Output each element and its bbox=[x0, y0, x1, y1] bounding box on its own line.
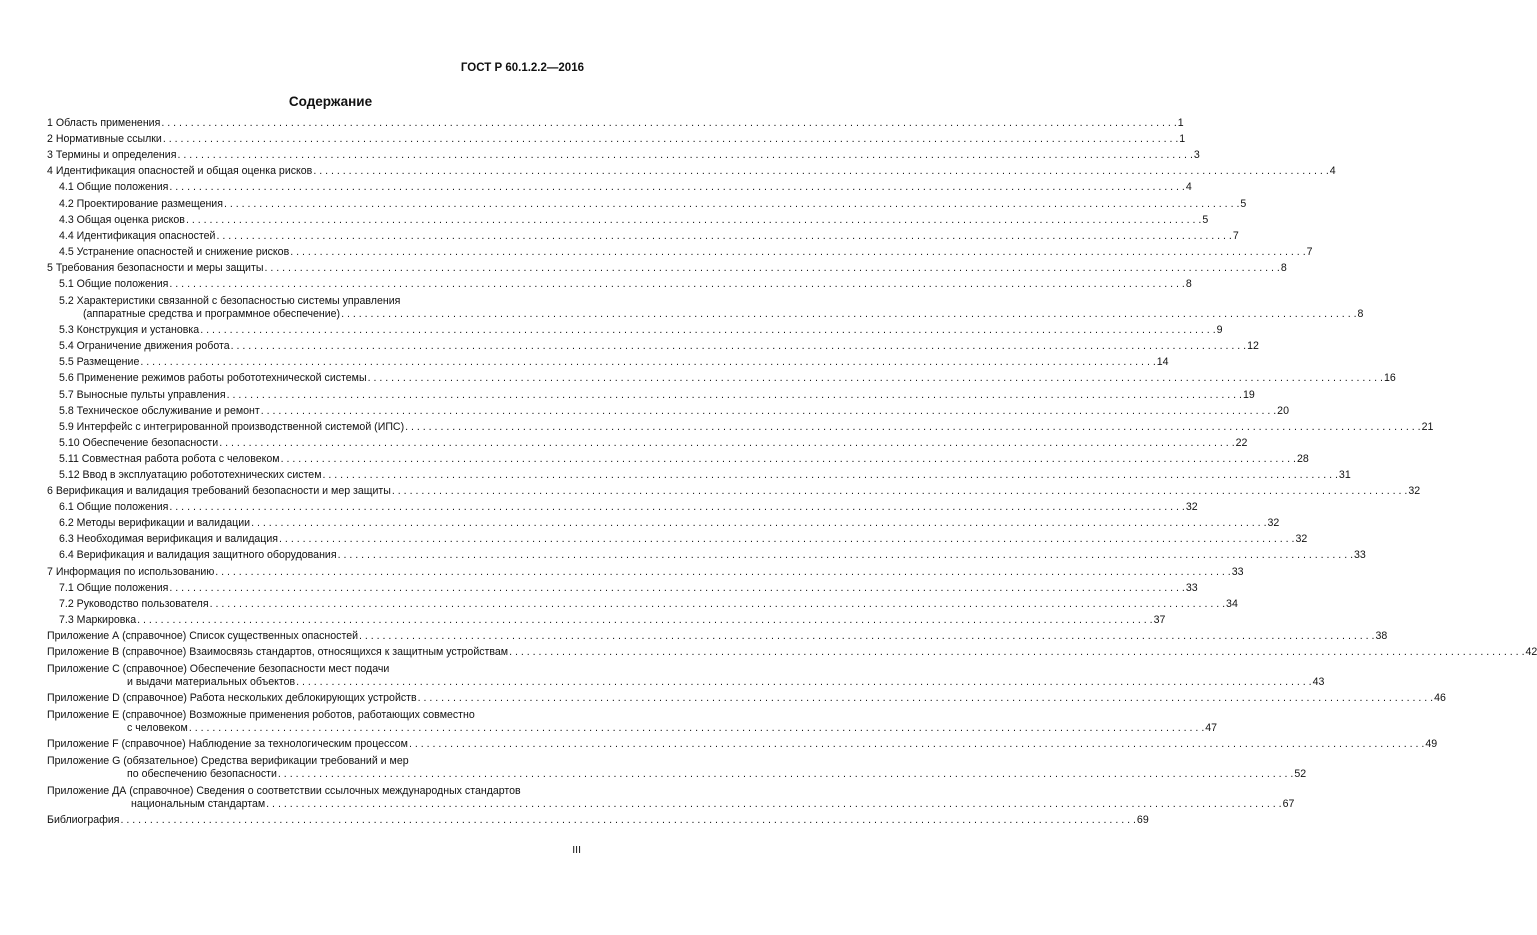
toc-leader-dots bbox=[160, 117, 1177, 130]
toc-page-number: 4 bbox=[1329, 165, 1336, 178]
toc-leader-dots bbox=[136, 614, 1153, 627]
toc-entry[interactable] bbox=[47, 705, 1218, 735]
toc-entry-title: 5 Требования безопасности и меры защиты bbox=[47, 261, 264, 274]
toc-page-number: 49 bbox=[1425, 738, 1438, 751]
toc-leader-dots bbox=[337, 549, 1354, 562]
toc-entry[interactable] bbox=[47, 114, 1184, 130]
toc-entry[interactable] bbox=[47, 418, 1434, 434]
toc-page-number: 12 bbox=[1247, 340, 1259, 353]
document-code: ГОСТ Р 60.1.2.2—2016 bbox=[460, 62, 584, 74]
toc-entry[interactable] bbox=[47, 450, 1309, 466]
toc-entry[interactable] bbox=[47, 482, 1421, 498]
toc-page-number: 32 bbox=[1408, 485, 1421, 498]
toc-entry-title: 6.2 Методы верификации и валидации bbox=[59, 517, 251, 530]
toc-entry[interactable] bbox=[47, 353, 1169, 369]
toc-page-number: 37 bbox=[1153, 613, 1166, 626]
toc-leader-dots bbox=[168, 501, 1185, 514]
toc-entry-title: 7 Информация по использованию bbox=[47, 565, 215, 578]
toc-entry[interactable] bbox=[47, 579, 1198, 595]
toc-leader-dots bbox=[391, 485, 1408, 498]
toc-entry-title: 5.6 Применение режимов работы робототехнической системы bbox=[59, 372, 367, 385]
toc-entry-title: 4.3 Общая оценка рисков bbox=[59, 213, 185, 226]
toc-entry-title: 4.4 Идентификация опасностей bbox=[59, 229, 216, 242]
toc-leader-dots bbox=[226, 389, 1243, 402]
toc-page-number: 3 bbox=[1193, 149, 1200, 162]
toc-entry[interactable] bbox=[47, 162, 1336, 178]
toc-entry-title: 5.7 Выносные пульты управления bbox=[59, 388, 226, 401]
toc-page-number: 5 bbox=[1202, 213, 1209, 226]
toc-leader-dots bbox=[277, 768, 1294, 781]
toc-leader-dots bbox=[185, 214, 1202, 227]
toc-page-number: 20 bbox=[1277, 404, 1289, 417]
toc-entry[interactable] bbox=[47, 781, 1295, 811]
toc-page-number: 14 bbox=[1156, 356, 1169, 369]
toc-leader-dots bbox=[408, 738, 1425, 751]
toc-page-number: 8 bbox=[1357, 308, 1364, 321]
toc-entry-title: 5.2 Характеристики связанной с безопасностью системы управления bbox=[59, 295, 401, 308]
toc-page-number: 32 bbox=[1267, 517, 1280, 530]
toc-entry-title: Приложение F (справочное) Наблюдение за технологическим процессом bbox=[47, 738, 408, 751]
toc-page-number: 32 bbox=[1185, 501, 1198, 514]
toc-leader-dots bbox=[404, 421, 1421, 434]
toc-entry-title: 7.1 Общие положения bbox=[59, 581, 169, 594]
toc-page-number: 33 bbox=[1354, 549, 1366, 562]
toc-entry[interactable] bbox=[47, 321, 1223, 337]
toc-page-number: 19 bbox=[1243, 388, 1255, 401]
toc-leader-dots bbox=[223, 198, 1240, 211]
toc-entry-title: 4.2 Проектирование размещения bbox=[59, 197, 223, 210]
toc-entry-title: 5.5 Размещение bbox=[59, 356, 140, 369]
toc-page-number: 7 bbox=[1232, 229, 1239, 242]
toc-entry[interactable] bbox=[47, 259, 1287, 275]
toc-page-number: 21 bbox=[1421, 420, 1434, 433]
toc-entry[interactable] bbox=[47, 514, 1280, 530]
toc-leader-dots bbox=[278, 533, 1295, 546]
toc-page-number: 22 bbox=[1235, 436, 1248, 449]
toc-entry[interactable] bbox=[47, 243, 1313, 259]
toc-entry-title: 6.4 Верификация и валидация защитного оборудования bbox=[59, 549, 337, 562]
toc-entry-title: Приложение В (справочное) Взаимосвязь стандартов, относящихся к защитным устройствам bbox=[47, 646, 509, 658]
toc-page-number: 31 bbox=[1338, 468, 1351, 481]
toc-entry-title: 5.8 Техническое обслуживание и ремонт bbox=[59, 404, 260, 417]
toc-page-number: 67 bbox=[1282, 798, 1295, 811]
toc-leader-dots bbox=[209, 598, 1226, 611]
toc-entry[interactable] bbox=[47, 643, 1537, 659]
toc-leader-dots bbox=[260, 405, 1277, 418]
toc-entry-title-continued: с человеком bbox=[127, 722, 188, 735]
toc-page-number: 47 bbox=[1205, 722, 1218, 735]
toc-entry-title: 7.2 Руководство пользователя bbox=[59, 597, 209, 610]
toc-leader-dots bbox=[263, 262, 1280, 275]
toc-entry[interactable] bbox=[47, 194, 1247, 210]
toc-leader-dots bbox=[295, 676, 1312, 689]
table-of-contents bbox=[47, 114, 1537, 827]
toc-entry-title-continued: и выдачи материальных объектов bbox=[127, 676, 296, 688]
toc-entry[interactable] bbox=[47, 402, 1289, 418]
toc-entry[interactable] bbox=[47, 275, 1192, 291]
toc-page-number: 33 bbox=[1185, 581, 1198, 594]
toc-entry[interactable] bbox=[47, 227, 1239, 243]
toc-entry-title: Приложение ДА (справочное) Сведения о соответствии ссылочных международных стандартов bbox=[47, 785, 521, 798]
toc-entry[interactable] bbox=[47, 689, 1446, 705]
toc-entry-title: 5.1 Общие положения bbox=[59, 278, 169, 291]
toc-page-number: 5 bbox=[1240, 197, 1247, 210]
toc-entry-title: Приложение С (справочное) Обеспечение безопасности мест подачи bbox=[47, 663, 390, 675]
toc-entry[interactable] bbox=[47, 369, 1396, 385]
toc-entry[interactable] bbox=[47, 434, 1248, 450]
toc-leader-dots bbox=[508, 646, 1525, 659]
toc-entry-title: 3 Термины и определения bbox=[47, 149, 177, 162]
toc-leader-dots bbox=[168, 582, 1185, 595]
toc-entry-title: 4.5 Устранение опасностей и снижение рисков bbox=[59, 245, 290, 258]
toc-entry-title: 5.11 Совместная работа робота с человеком bbox=[59, 452, 280, 465]
toc-leader-dots bbox=[176, 149, 1193, 162]
toc-leader-dots bbox=[250, 517, 1267, 530]
toc-page-number: 28 bbox=[1297, 452, 1309, 465]
page-title: Содержание bbox=[288, 94, 373, 109]
toc-leader-dots bbox=[168, 181, 1185, 194]
toc-entry[interactable] bbox=[47, 562, 1244, 578]
toc-leader-dots bbox=[340, 308, 1357, 321]
toc-entry[interactable] bbox=[47, 751, 1307, 781]
toc-entry-title: 6.1 Общие положения bbox=[59, 501, 169, 514]
toc-leader-dots bbox=[199, 324, 1216, 337]
toc-entry[interactable] bbox=[47, 291, 1364, 321]
toc-entry-title: Библиография bbox=[47, 814, 120, 827]
toc-leader-dots bbox=[162, 133, 1179, 146]
toc-page-number: 34 bbox=[1226, 597, 1238, 610]
toc-leader-dots bbox=[168, 278, 1185, 291]
toc-entry[interactable] bbox=[47, 530, 1308, 546]
toc-entry-title: Приложение G (обязательное) Средства верификации требований и мер bbox=[47, 755, 409, 768]
toc-leader-dots bbox=[321, 469, 1338, 482]
toc-leader-dots bbox=[218, 437, 1235, 450]
toc-entry-title: 2 Нормативные ссылки bbox=[47, 133, 162, 146]
toc-page-number: 1 bbox=[1179, 133, 1186, 146]
toc-entry[interactable] bbox=[47, 178, 1192, 194]
toc-entry[interactable] bbox=[47, 546, 1366, 562]
toc-page-number: 32 bbox=[1295, 533, 1308, 546]
toc-entry-title: 5.12 Ввод в эксплуатацию робототехнических систем bbox=[59, 468, 322, 481]
toc-entry[interactable] bbox=[47, 130, 1186, 146]
toc-entry-title-continued: (аппаратные средства и программное обеспечение) bbox=[83, 308, 341, 321]
toc-leader-dots bbox=[312, 165, 1329, 178]
toc-entry-title: 7.3 Маркировка bbox=[59, 613, 137, 626]
toc-entry[interactable] bbox=[47, 595, 1238, 611]
toc-entry[interactable] bbox=[47, 337, 1259, 353]
toc-leader-dots bbox=[214, 566, 1231, 579]
toc-entry[interactable] bbox=[47, 146, 1200, 162]
toc-page-number: 52 bbox=[1294, 768, 1307, 781]
toc-entry[interactable] bbox=[47, 498, 1198, 514]
toc-entry[interactable] bbox=[47, 627, 1388, 643]
toc-entry-title: Приложение Е (справочное) Возможные применения роботов, работающих совместно bbox=[47, 709, 475, 722]
toc-page-number: 8 bbox=[1185, 278, 1192, 291]
toc-entry-title: 5.9 Интерфейс с интегрированной производственной системой (ИПС) bbox=[59, 420, 405, 433]
toc-entry-title: 5.10 Обеспечение безопасности bbox=[59, 436, 219, 449]
toc-leader-dots bbox=[188, 722, 1205, 735]
toc-entry-title: 6 Верификация и валидация требований безопасности и мер защиты bbox=[47, 485, 391, 498]
toc-page-number: 7 bbox=[1306, 245, 1313, 258]
toc-leader-dots bbox=[139, 356, 1156, 369]
toc-entry[interactable] bbox=[47, 811, 1149, 827]
toc-entry[interactable] bbox=[47, 211, 1209, 227]
toc-leader-dots bbox=[358, 630, 1375, 643]
toc-page-number: 1 bbox=[1177, 117, 1184, 130]
toc-page-number: 4 bbox=[1185, 181, 1192, 194]
toc-entry[interactable] bbox=[47, 659, 1325, 689]
toc-page-number: 42 bbox=[1525, 646, 1537, 658]
toc-entry-title-continued: национальным стандартам bbox=[131, 798, 266, 811]
toc-leader-dots bbox=[230, 340, 1247, 353]
toc-leader-dots bbox=[417, 692, 1434, 705]
toc-page-number: 69 bbox=[1136, 814, 1149, 827]
toc-leader-dots bbox=[289, 246, 1306, 259]
toc-leader-dots bbox=[367, 372, 1384, 385]
toc-entry-title: 1 Область применения bbox=[47, 117, 161, 130]
toc-entry-title-continued: по обеспечению безопасности bbox=[127, 768, 277, 781]
toc-leader-dots bbox=[215, 230, 1232, 243]
toc-entry[interactable] bbox=[47, 735, 1438, 751]
toc-page-number: 38 bbox=[1375, 629, 1388, 642]
toc-entry-title: 6.3 Необходимая верификация и валидация bbox=[59, 533, 279, 546]
toc-entry-title: 5.3 Конструкция и установка bbox=[59, 324, 200, 337]
toc-entry-title: 5.4 Ограничение движения робота bbox=[59, 340, 230, 353]
toc-entry-title: 4 Идентификация опасностей и общая оценка рисков bbox=[47, 165, 313, 178]
toc-page-number: 33 bbox=[1231, 565, 1244, 578]
toc-page-number: 46 bbox=[1434, 692, 1446, 705]
toc-page-number: 16 bbox=[1384, 372, 1396, 385]
toc-entry[interactable] bbox=[47, 385, 1255, 401]
toc-entry-title: Приложение А (справочное) Список существенных опасностей bbox=[47, 629, 358, 642]
toc-leader-dots bbox=[280, 453, 1297, 466]
toc-leader-dots bbox=[119, 814, 1136, 827]
toc-entry-title: Приложение D (справочное) Работа нескольких деблокирующих устройств bbox=[47, 692, 417, 705]
toc-leader-dots bbox=[265, 798, 1282, 811]
toc-entry-title: 4.1 Общие положения bbox=[59, 181, 169, 194]
toc-page-number: 43 bbox=[1312, 676, 1325, 688]
toc-page-number: 8 bbox=[1280, 261, 1287, 274]
toc-entry[interactable] bbox=[47, 466, 1351, 482]
toc-page-number: 9 bbox=[1216, 324, 1223, 337]
page-number: III bbox=[572, 844, 581, 856]
toc-entry[interactable] bbox=[47, 611, 1166, 627]
